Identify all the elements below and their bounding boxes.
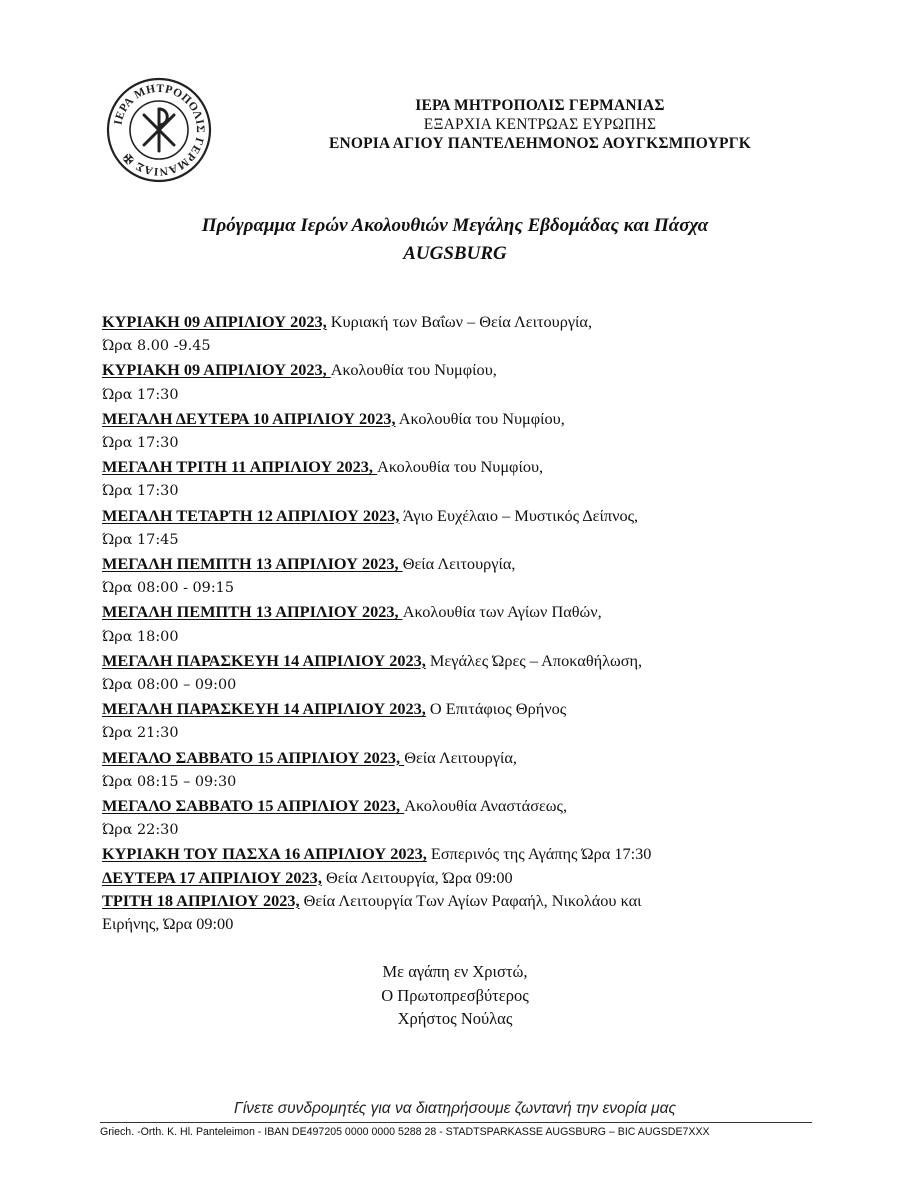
schedule-entry <box>102 746 822 794</box>
entry-time: Ώρα 17:30 <box>102 435 179 452</box>
entry-time: Ώρα 18:00 <box>102 628 179 645</box>
title-line-1: Πρόγραμμα Ιερών Ακολουθιών Μεγάλης Εβδομάδας και Πάσχα <box>201 215 709 236</box>
entry-date: ΜΕΓΑΛΗ ΤΕΤΑΡΤΗ 12 ΑΠΡΙΛΙΟΥ 2023, <box>102 505 400 525</box>
schedule-entry <box>102 407 822 455</box>
entry-date: ΤΡΙΤΗ 18 ΑΠΡΙΛΙΟΥ 2023, <box>102 890 300 910</box>
entry-service: Ακολουθία του Νυμφίου, <box>377 457 544 477</box>
entry-time: Ώρα 21:30 <box>102 725 179 742</box>
entry-date: ΜΕΓΑΛΟ ΣΑΒΒΑΤΟ 15 ΑΠΡΙΛΙΟΥ 2023, <box>102 747 405 767</box>
metropolis-seal-logo <box>106 77 212 183</box>
entry-date: ΚΥΡΙΑΚΗ 09 ΑΠΡΙΛΙΟΥ 2023, <box>102 312 327 331</box>
schedule-entry <box>102 310 822 358</box>
entry-time: Ώρα 8.00 -9.45 <box>102 338 211 355</box>
header-exarchate: ΕΞΑΡΧΙΑ ΚΕΝΤΡΩΑΣ ΕΥΡΩΠΗΣ <box>423 116 657 133</box>
schedule-entry <box>102 455 822 503</box>
entry-date: ΜΕΓΑΛΗ ΔΕΥΤΕΡΑ 10 ΑΠΡΙΛΙΟΥ 2023, <box>102 408 396 428</box>
entry-service-continuation: Ειρήνης, Ώρα 09:00 <box>102 914 234 934</box>
entry-date: ΚΥΡΙΑΚΗ ΤΟΥ ΠΑΣΧΑ 16 ΑΠΡΙΛΙΟΥ 2023, <box>102 844 427 864</box>
letterhead <box>300 96 780 153</box>
entry-date: ΜΕΓΑΛΗ ΠΕΜΠΤΗ 13 ΑΠΡΙΛΙΟΥ 2023, <box>102 602 403 622</box>
entry-service: Ο Επιτάφιος Θρήνος <box>425 699 567 719</box>
schedule-entry <box>102 842 822 865</box>
service-schedule <box>102 310 822 935</box>
entry-date: ΜΕΓΑΛΗ ΠΕΜΠΤΗ 13 ΑΠΡΙΛΙΟΥ 2023, <box>102 554 403 574</box>
entry-service: Εσπερινός της Αγάπης Ώρα 17:30 <box>426 844 652 864</box>
entry-service: Ακολουθία Αναστάσεως, <box>404 796 568 816</box>
entry-time: Ώρα 17:45 <box>102 531 179 548</box>
entry-date: ΜΕΓΑΛΗ ΤΡΙΤΗ 11 ΑΠΡΙΛΙΟΥ 2023, <box>102 457 378 477</box>
schedule-entry <box>102 552 822 600</box>
schedule-entry <box>102 504 822 552</box>
entry-date: ΜΕΓΑΛΗ ΠΑΡΑΣΚΕΥΗ 14 ΑΠΡΙΛΙΟΥ 2023, <box>102 650 426 670</box>
entry-service: Θεία Λειτουργία, Ώρα 09:00 <box>321 867 513 887</box>
entry-service: Θεία Λειτουργία, <box>402 554 516 574</box>
entry-service: Ακολουθία του Νυμφίου, <box>330 360 497 380</box>
entry-date: ΚΥΡΙΑΚΗ 09 ΑΠΡΙΛΙΟΥ 2023, <box>102 360 331 380</box>
entry-date: ΔΕΥΤΕΡΑ 17 ΑΠΡΙΛΙΟΥ 2023, <box>102 867 322 887</box>
entry-service: Ακολουθία των Αγίων Παθών, <box>402 602 602 622</box>
schedule-entry <box>102 649 822 697</box>
entry-date: ΜΕΓΑΛΗ ΠΑΡΑΣΚΕΥΗ 14 ΑΠΡΙΛΙΟΥ 2023, <box>102 699 426 719</box>
entry-time: Ώρα 22:30 <box>102 822 179 839</box>
entry-service: Κυριακή των Βαΐων – Θεία Λειτουργία, <box>326 312 593 331</box>
entry-time: Ώρα 17:30 <box>102 386 179 403</box>
schedule-entry <box>102 866 822 889</box>
signature-closing: Με αγάπη εν Χριστώ, <box>382 962 528 981</box>
document-title <box>100 212 810 268</box>
signature-block <box>300 960 610 1031</box>
title-line-2: AUGSBURG <box>403 243 507 264</box>
entry-service: Θεία Λειτουργία, <box>404 747 517 767</box>
entry-time: Ώρα 17:30 <box>102 483 179 500</box>
schedule-entry <box>102 794 822 842</box>
header-metropolis: ΙΕΡΑ ΜΗΤΡΟΠΟΛΙΣ ΓΕΡΜΑΝΙΑΣ <box>415 97 665 114</box>
schedule-entry <box>102 600 822 648</box>
entry-service: Άγιο Ευχέλαιο – Μυστικός Δείπνος, <box>399 505 639 525</box>
header-parish: ΕΝΟΡΙΑ ΑΓΙΟΥ ΠΑΝΤΕΛΕΗΜΟΝΟΣ ΑΟΥΓΚΣΜΠΟΥΡΓΚ <box>328 135 752 152</box>
schedule-entry <box>102 358 822 406</box>
entry-date: ΜΕΓΑΛΟ ΣΑΒΒΑΤΟ 15 ΑΠΡΙΛΙΟΥ 2023, <box>102 796 405 816</box>
chi-rho-icon <box>144 109 174 151</box>
seal-ring-text: ΙΕΡΑ ΜΗΤΡΟΠΟΛΙΣ ΓΕΡΜΑΝΙΑΣ ✠ <box>112 82 207 178</box>
entry-service: Θεία Λειτουργία Των Αγίων Ραφαήλ, Νικολάου και <box>299 890 642 910</box>
signature-rank: Ο Πρωτοπρεσβύτερος <box>381 985 529 1005</box>
entry-service: Μεγάλες Ώρες – Αποκαθήλωση, <box>425 650 643 670</box>
footer-motto: Γίνετε συνδρομητές για να διατηρήσουμε ζωντανή την ενορία μας <box>233 1100 677 1117</box>
signature-name: Χρήστος Νούλας <box>397 1009 513 1028</box>
entry-time: Ώρα 08:00 – 09:00 <box>102 677 237 694</box>
entry-service: Ακολουθία του Νυμφίου, <box>395 408 565 428</box>
entry-time: Ώρα 08:15 – 09:30 <box>102 773 237 790</box>
schedule-entry <box>102 889 822 935</box>
entry-time: Ώρα 08:00 - 09:15 <box>102 580 234 597</box>
footer-bank-details: Griech. -Orth. K. Hl. Panteleimon - IBAN DE497205 0000 0000 5288 28 - STADTSPARKASSE AUGSBURG – BIC AUGSDE7XXX <box>100 1126 710 1138</box>
footer-divider <box>100 1122 812 1123</box>
schedule-entry <box>102 697 822 745</box>
